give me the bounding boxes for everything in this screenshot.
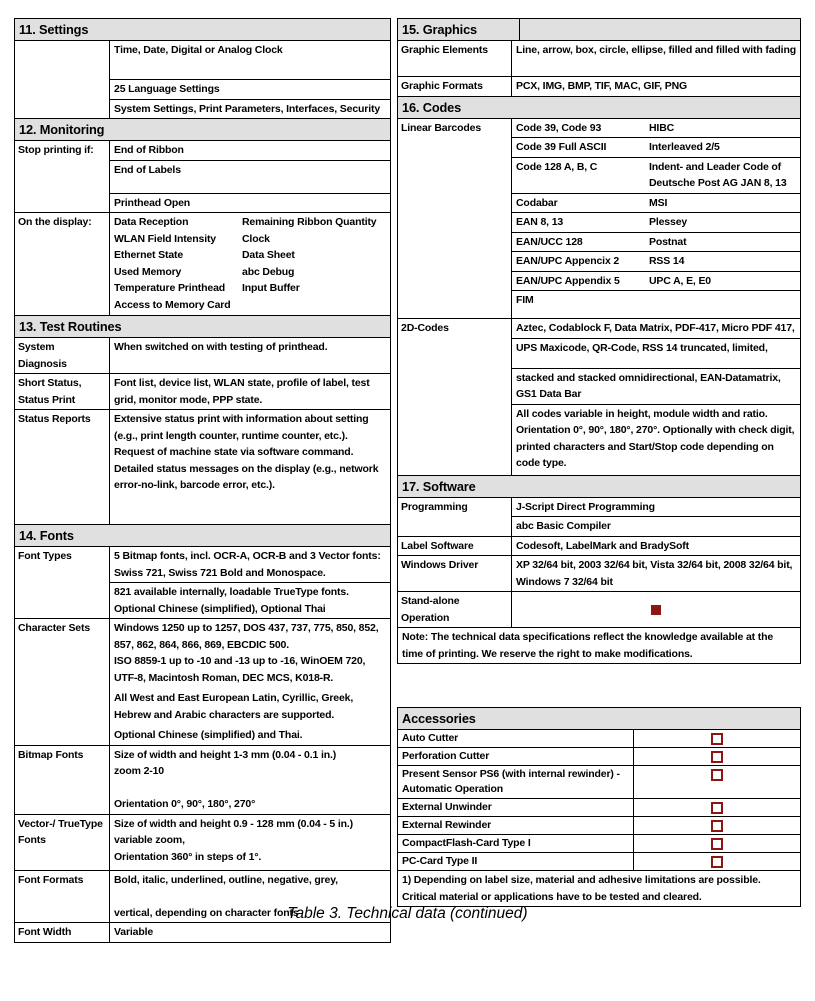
section-codes-header: 16. Codes xyxy=(398,96,800,119)
accessory-label: Present Sensor PS6 (with internal rewinder) - Automatic Operation xyxy=(398,766,634,798)
vector-line: variable zoom, xyxy=(114,834,185,846)
barcode-pair xyxy=(512,251,800,271)
codes-linear-row xyxy=(398,119,800,319)
right-spec-table xyxy=(397,18,801,664)
spec-label: Windows Driver xyxy=(398,556,512,591)
section-monitoring-header: 12. Monitoring xyxy=(15,118,390,141)
spec-label: Linear Barcodes xyxy=(398,119,512,319)
barcode-pair xyxy=(512,137,800,157)
section-fonts-header: 14. Fonts xyxy=(15,524,390,547)
checkbox-icon xyxy=(711,802,723,814)
display-item: Input Buffer xyxy=(242,282,300,294)
barcode-item: Code 128 A, B, C xyxy=(516,160,598,173)
table-caption: Table 3. Technical data (continued) xyxy=(287,905,528,922)
barcode-pair xyxy=(512,157,800,193)
monitoring-display-values xyxy=(110,213,390,315)
fonts-charsets-row xyxy=(15,618,390,745)
test-row-status-reports xyxy=(15,409,390,524)
spec-value: Codesoft, LabelMark and BradySoft xyxy=(516,539,689,552)
spec-label: Status Reports xyxy=(15,410,110,524)
programming-line: abc Basic Compiler xyxy=(512,516,800,536)
barcode-item: FIM xyxy=(516,294,534,306)
spec-value: Font list, device list, WLAN state, profile of label, test grid, monitor mode, PPP state. xyxy=(114,377,370,406)
display-item: Ethernet State xyxy=(114,249,184,261)
section-graphics-title: 15. Graphics xyxy=(398,19,520,40)
checkbox-icon xyxy=(711,769,723,781)
barcode-pair xyxy=(512,271,800,291)
spec-label: On the display: xyxy=(15,213,110,315)
spec-value: When switched on with testing of printhead. xyxy=(114,341,328,353)
stop-row-labels: End of Labels xyxy=(110,160,390,193)
display-item: Used Memory xyxy=(114,265,182,278)
spec-label: Stand-alone Operation xyxy=(398,592,512,627)
display-pair xyxy=(114,247,386,264)
format-line xyxy=(114,888,386,905)
fonts-types-row xyxy=(15,547,390,618)
spec-value: XP 32/64 bit, 2003 32/64 bit, Vista 32/64 bit, 2008 32/64 bit, Windows 7 32/64 bit xyxy=(516,559,793,588)
accessory-option-cell xyxy=(634,853,800,870)
barcode-item: Plessey xyxy=(649,216,688,228)
barcode-item: Interleaved 2/5 xyxy=(649,141,720,153)
accessory-label: PC-Card Type II xyxy=(398,853,634,870)
spec-value: Line, arrow, box, circle, ellipse, filled and filled with fading xyxy=(516,44,796,56)
settings-values xyxy=(110,41,390,118)
checkbox-icon xyxy=(711,733,723,745)
2d-codes-line: UPS Maxicode, QR-Code, RSS 14 truncated, limited, xyxy=(512,338,800,368)
accessory-option-cell xyxy=(634,730,800,747)
spec-label: System Diagnosis xyxy=(15,338,110,373)
standalone-value xyxy=(512,592,800,627)
codes-2d-row xyxy=(398,318,800,475)
display-item: Data Reception xyxy=(114,216,189,228)
charset-paragraph: Optional Chinese (simplified) and Thai. xyxy=(114,729,303,741)
settings-empty-label xyxy=(15,41,110,118)
checkbox-icon xyxy=(711,856,723,868)
display-pair xyxy=(114,214,386,231)
spec-label: 2D-Codes xyxy=(398,319,512,475)
fonts-vector-row xyxy=(15,814,390,870)
accessory-label: Perforation Cutter xyxy=(398,748,634,765)
stop-row-printhead: Printhead Open xyxy=(110,193,390,213)
barcode-item: UPC A, E, E0 xyxy=(649,274,711,287)
barcode-item: MSI xyxy=(649,196,668,209)
checkbox-icon xyxy=(711,820,723,832)
software-label-row xyxy=(398,536,800,556)
spec-label: Font Width xyxy=(15,923,110,942)
accessory-row xyxy=(398,852,800,870)
fonts-types-values xyxy=(110,547,390,618)
fonts-types-2: 821 available internally, loadable TrueType fonts. Optional Chinese (simplified), Optional Thai xyxy=(110,582,390,618)
barcode-pair xyxy=(512,119,800,138)
barcode-item: EAN/UPC Appendix 5 xyxy=(516,274,620,287)
display-item: Clock xyxy=(242,232,270,245)
section-graphics-header xyxy=(398,19,800,41)
vector-line: Size of width and height 0.9 - 128 mm (0.04 - 5 in.) xyxy=(114,817,353,830)
spec-label: Programming xyxy=(398,498,512,536)
filled-square-icon xyxy=(651,605,661,615)
bitmap-line xyxy=(114,780,386,797)
vector-line: Orientation 360° in steps of 1°. xyxy=(114,850,262,863)
section-settings-header: 11. Settings xyxy=(15,19,390,41)
settings-row-clock: Time, Date, Digital or Analog Clock xyxy=(114,44,283,56)
section-test-routines-header: 13. Test Routines xyxy=(15,315,390,338)
barcode-pair xyxy=(512,290,800,318)
spec-label: Character Sets xyxy=(15,619,110,745)
barcode-item: Code 39, Code 93 xyxy=(516,121,602,134)
format-line: Bold, italic, underlined, outline, negative, grey, xyxy=(114,873,338,886)
fonts-bitmap-row xyxy=(15,745,390,814)
fonts-types-1: 5 Bitmap fonts, incl. OCR-A, OCR-B and 3 Vector fonts: Swiss 721, Swiss 721 Bold and Monospace. xyxy=(114,550,381,579)
display-item: abc Debug xyxy=(242,265,295,278)
spec-label: Stop printing if: xyxy=(15,141,110,212)
test-row-diagnosis xyxy=(15,338,390,373)
fonts-bitmap-values xyxy=(110,746,390,814)
monitoring-stop-values xyxy=(110,141,390,212)
display-pair xyxy=(114,297,386,314)
spec-label: Label Software xyxy=(398,537,512,556)
left-column xyxy=(14,18,391,943)
test-row-short-status xyxy=(15,373,390,409)
monitoring-stop-row xyxy=(15,141,390,212)
display-item xyxy=(242,297,386,314)
barcode-item xyxy=(649,292,796,317)
accessory-option-cell xyxy=(634,748,800,765)
accessories-header: Accessories xyxy=(398,708,800,730)
barcode-item: Postnat xyxy=(649,235,687,248)
accessories-footnote: 1) Depending on label size, material and adhesive limitations are possible. Critical material or applications have to be tested and cleared. xyxy=(398,870,800,906)
accessory-label: Auto Cutter xyxy=(398,730,634,747)
charset-paragraph: All West and East European Latin, Cyrillic, Greek, Hebrew and Arabic characters are supported. xyxy=(114,692,354,721)
display-item: Access to Memory Card xyxy=(114,298,231,311)
spec-label: Font Formats xyxy=(15,871,110,923)
accessory-row xyxy=(398,834,800,852)
barcode-item: EAN/UCC 128 xyxy=(516,235,583,248)
graphics-elements-row xyxy=(398,41,800,76)
graphics-formats-row xyxy=(398,76,800,96)
spec-label: Short Status, Status Print xyxy=(15,374,110,409)
charset-paragraph: ISO 8859-1 up to -10 and -13 up to -16, WinOEM 720, UTF-8, Macintosh Roman, DEC MCS, K018-R. xyxy=(114,655,366,684)
display-item: WLAN Field Intensity xyxy=(114,232,217,245)
bitmap-line: zoom 2-10 xyxy=(114,765,164,777)
checkbox-icon xyxy=(711,751,723,763)
barcode-pair xyxy=(512,212,800,232)
note-box: Note: The technical data specifications reflect the knowledge available at the time of printing. We reserve the right to make modifications. xyxy=(398,627,800,663)
barcode-item: EAN/UPC Appencix 2 xyxy=(516,255,620,267)
software-standalone-row xyxy=(398,591,800,627)
codes-2d-values xyxy=(512,319,800,475)
accessory-option-cell xyxy=(634,766,800,798)
2d-codes-line: stacked and stacked omnidirectional, EAN-Datamatrix, GS1 Data Bar xyxy=(512,368,800,404)
codes-linear-values xyxy=(512,119,800,319)
display-pair xyxy=(114,264,386,281)
accessory-row xyxy=(398,816,800,834)
spec-label: Bitmap Fonts xyxy=(15,746,110,814)
left-spec-table xyxy=(14,18,391,943)
accessories-table xyxy=(397,707,801,907)
spec-label: Font Types xyxy=(15,547,110,618)
settings-row-languages: 25 Language Settings xyxy=(110,79,390,99)
2d-codes-line: Aztec, Codablock F, Data Matrix, PDF-417, Micro PDF 417, xyxy=(516,322,795,334)
fonts-width-row xyxy=(15,922,390,942)
barcode-item: Codabar xyxy=(516,196,558,209)
accessory-row xyxy=(398,798,800,816)
display-item: Data Sheet xyxy=(242,249,295,261)
spec-value: Variable xyxy=(114,926,154,938)
stop-row-ribbon: End of Ribbon xyxy=(114,144,184,156)
barcode-item: EAN 8, 13 xyxy=(516,216,564,228)
display-pair xyxy=(114,231,386,248)
spec-label: Graphic Formats xyxy=(398,77,512,96)
barcode-item: RSS 14 xyxy=(649,255,685,267)
bitmap-line: Size of width and height 1-3 mm (0.04 - 0.1 in.) xyxy=(114,748,337,761)
accessory-row xyxy=(398,730,800,747)
software-programming-values xyxy=(512,498,800,536)
spec-label: Vector-/ TrueType Fonts xyxy=(15,815,110,870)
accessory-option-cell xyxy=(634,817,800,834)
display-item: Remaining Ribbon Quantity xyxy=(242,216,377,228)
settings-row-system: System Settings, Print Parameters, Interfaces, Security xyxy=(110,99,390,119)
display-item: Temperature Printhead xyxy=(114,282,226,294)
accessory-label: External Rewinder xyxy=(398,817,634,834)
barcode-item: Code 39 Full ASCII xyxy=(516,141,607,153)
accessory-option-cell xyxy=(634,799,800,816)
monitoring-display-row xyxy=(15,212,390,315)
settings-group-row xyxy=(15,41,390,118)
accessory-option-cell xyxy=(634,835,800,852)
fonts-vector-values xyxy=(110,815,390,870)
section-graphics-header-spacer xyxy=(520,19,800,40)
checkbox-icon xyxy=(711,838,723,850)
spec-value: PCX, IMG, BMP, TIF, MAC, GIF, PNG xyxy=(516,80,688,92)
spec-value: Extensive status print with information about setting (e.g., print length counter, runtime counter, etc.). Request of machine state via software command. Detailed status messages on the display (e.g., network error-no-link, barcode error, etc.). xyxy=(114,413,379,491)
format-line: vertical, depending on character fonts xyxy=(114,906,299,919)
accessory-label: CompactFlash-Card Type I xyxy=(398,835,634,852)
display-pair xyxy=(114,280,386,297)
accessory-label: External Unwinder xyxy=(398,799,634,816)
software-programming-row xyxy=(398,498,800,536)
right-column xyxy=(397,18,801,907)
barcode-item: Indent- and Leader Code of Deutsche Post AG JAN 8, 13 xyxy=(649,160,787,189)
accessory-row xyxy=(398,765,800,798)
barcode-pair xyxy=(512,193,800,213)
software-driver-row xyxy=(398,555,800,591)
2d-codes-line: All codes variable in height, module width and ratio. Orientation 0°, 90°, 180°, 270°. Optionally with check digit, printed characters and Start/Stop code depending on code type. xyxy=(512,404,800,475)
charset-paragraph: Windows 1250 up to 1257, DOS 437, 737, 775, 850, 852, 857, 862, 864, 866, 869, EBCDIC 500. xyxy=(114,622,379,651)
bitmap-line: Orientation 0°, 90°, 180°, 270° xyxy=(114,798,256,810)
spec-label: Graphic Elements xyxy=(398,41,512,76)
barcode-item: HIBC xyxy=(649,121,675,134)
barcode-pair xyxy=(512,232,800,252)
fonts-charsets-values xyxy=(110,619,390,745)
section-software-header: 17. Software xyxy=(398,475,800,498)
programming-line: J-Script Direct Programming xyxy=(516,500,655,513)
accessory-row xyxy=(398,747,800,765)
